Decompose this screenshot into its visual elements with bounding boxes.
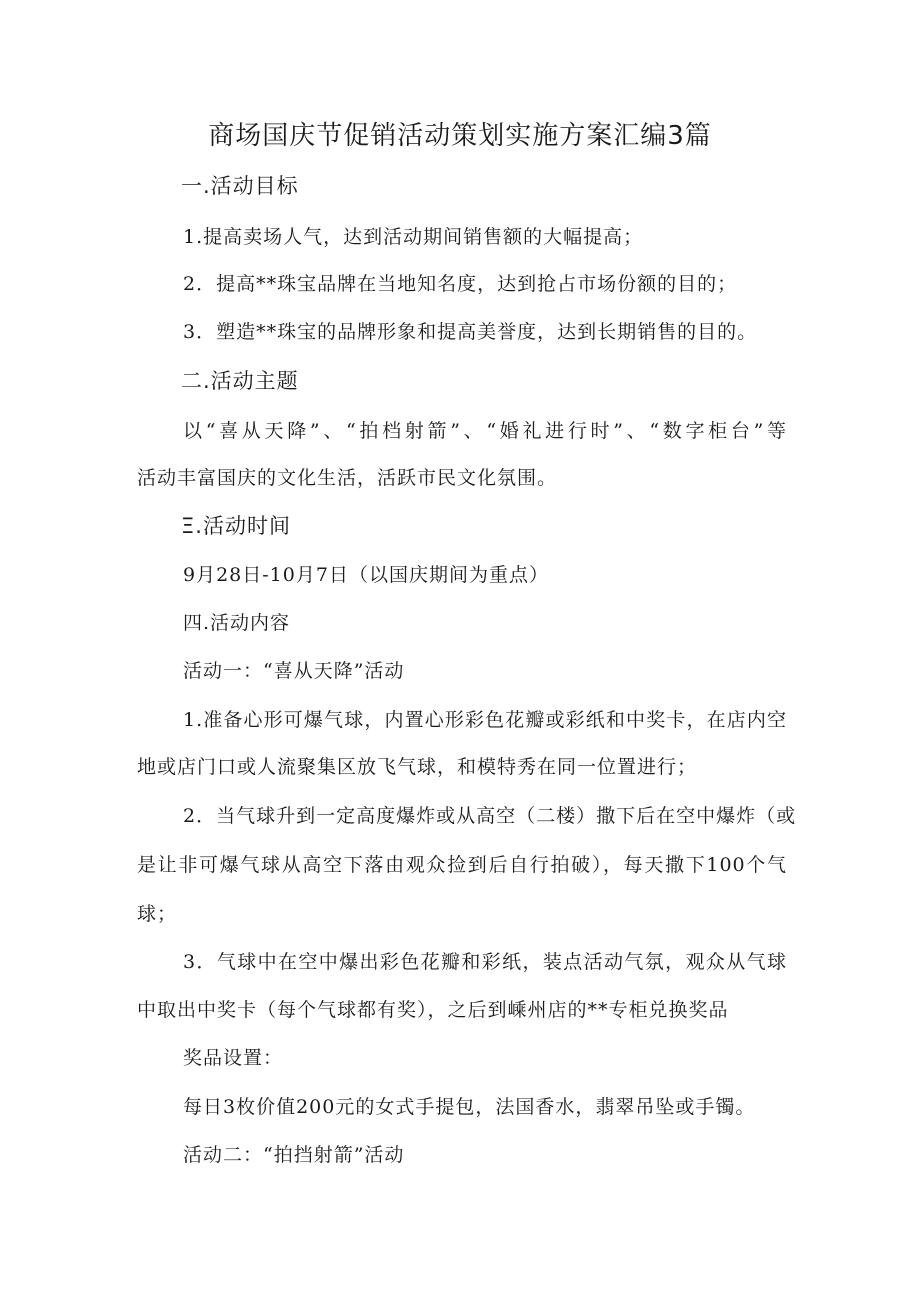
activity-1-item-1-line-1: 1.准备心形可爆气球，内置心形彩色花瓣或彩纸和中奖卡，在店内空: [183, 709, 787, 731]
activity-2-title: 活动二：“拍挡射箭”活动: [183, 1144, 405, 1166]
goal-item-2: 2．提高**珠宝品牌在当地知名度，达到抢占市场份额的目的；: [183, 273, 738, 295]
activity-1-item-1-line-2: 地或店门口或人流聚集区放飞气球，和模特秀在同一位置进行；: [137, 756, 698, 778]
activity-1-item-2-line-2: 是让非可爆气球从高空下落由观众捡到后自行拍破），每天撒下100个气: [137, 854, 787, 876]
activity-1-item-3-line-1: 3．气球中在空中爆出彩色花瓣和彩纸，装点活动气氛，观众从气球: [183, 951, 787, 973]
time-text: 9月28日-10月7日（以国庆期间为重点）: [183, 564, 549, 586]
activity-1-title: 活动一：“喜从天降”活动: [183, 660, 405, 682]
theme-paragraph-line-2: 活动丰富国庆的文化生活，活跃市民文化氛围。: [137, 467, 558, 489]
activity-1-item-2-line-1: 2．当气球升到一定高度爆炸或从高空（二楼）撒下后在空中爆炸（或: [183, 805, 797, 827]
goal-item-1: 1.提高卖场人气，达到活动期间销售额的大幅提高；: [183, 226, 644, 248]
prize-heading: 奖品设置：: [183, 1047, 284, 1069]
theme-paragraph-line-1: 以“喜从天降”、“拍档射箭”、“婚礼进行时”、“数字柜台”等: [183, 420, 787, 442]
section-heading-time: Ξ.活动时间: [181, 514, 291, 538]
goal-item-3: 3．塑造**珠宝的品牌形象和提高美誉度，达到长期销售的目的。: [183, 321, 758, 343]
activity-1-item-3-line-2: 中取出中奖卡（每个气球都有奖），之后到嵊州店的**专柜兑换奖品: [137, 999, 729, 1021]
section-heading-content: 四.活动内容: [183, 612, 291, 634]
document-title: 商场国庆节促销活动策划实施方案汇编3篇: [208, 121, 712, 151]
section-heading-theme: 二.活动主题: [181, 369, 299, 393]
activity-1-item-2-line-3: 球；: [137, 903, 178, 925]
section-heading-goals: 一.活动目标: [181, 174, 299, 198]
prize-text: 每日3枚价值200元的女式手提包，法国香水，翡翠吊坠或手镯。: [183, 1096, 756, 1118]
